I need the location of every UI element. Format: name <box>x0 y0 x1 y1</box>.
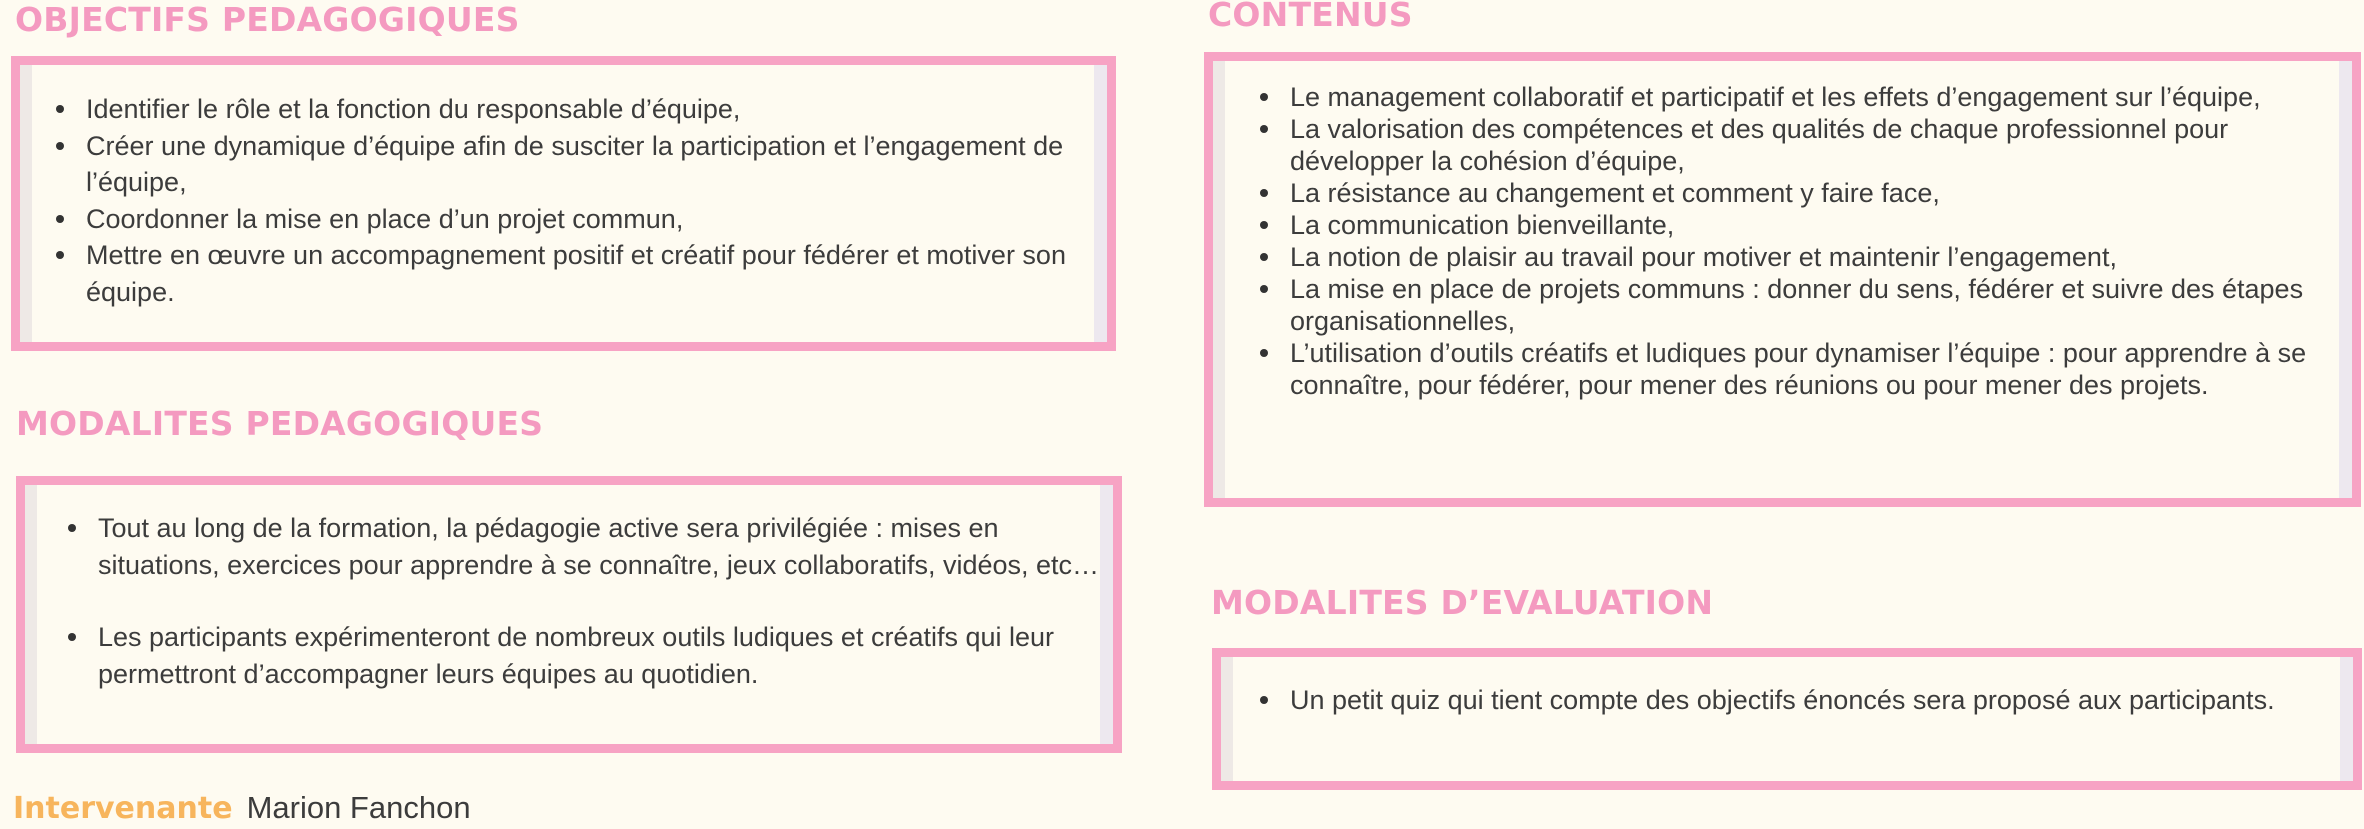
list-item: Le management collaboratif et participatif et les effets d’engagement sur l’équipe, <box>1290 81 2330 113</box>
contenus-heading: CONTENUS <box>1208 0 1413 34</box>
contenus-box <box>1204 52 2361 507</box>
list-item: Identifier le rôle et la fonction du responsable d’équipe, <box>86 91 1086 128</box>
list-item: La communication bienveillante, <box>1290 209 2330 241</box>
list-item: La mise en place de projets communs : donner du sens, fédérer et suivre des étapes organisationnelles, <box>1290 273 2330 337</box>
modalites-pedagogiques-list <box>98 510 1108 692</box>
modalites-pedagogiques-heading: MODALITES PEDAGOGIQUES <box>16 404 544 443</box>
list-item: La valorisation des compétences et des qualités de chaque professionnel pour développer la cohésion d’équipe, <box>1290 113 2330 177</box>
list-item: La notion de plaisir au travail pour motiver et maintenir l’engagement, <box>1290 241 2330 273</box>
intervenante-label: Intervenante <box>13 791 233 826</box>
list-item: Créer une dynamique d’équipe afin de susciter la participation et l’engagement de l’équipe, <box>86 128 1086 201</box>
list-item: Les participants expérimenteront de nombreux outils ludiques et créatifs qui leur permettront d’accompagner leurs équipes au quotidien. <box>98 619 1108 692</box>
modalites-evaluation-box <box>1212 648 2362 790</box>
modalites-evaluation-heading: MODALITES D’EVALUATION <box>1211 583 1714 622</box>
modalites-pedagogiques-box <box>16 476 1122 753</box>
objectifs-heading: OBJECTIFS PEDAGOGIQUES <box>15 0 520 39</box>
objectifs-list <box>86 91 1086 310</box>
contenus-list <box>1290 81 2330 401</box>
list-item: Tout au long de la formation, la pédagogie active sera privilégiée : mises en situations, exercices pour apprendre à se connaître, jeux collaboratifs, vidéos, etc… <box>98 510 1108 583</box>
objectifs-box <box>11 56 1116 351</box>
list-item: Coordonner la mise en place d’un projet commun, <box>86 201 1086 238</box>
modalites-evaluation-list <box>1290 682 2330 719</box>
intervenante-name: Marion Fanchon <box>246 790 471 825</box>
list-item: Un petit quiz qui tient compte des objectifs énoncés sera proposé aux participants. <box>1290 682 2330 719</box>
intervenante <box>13 788 471 829</box>
list-item: L’utilisation d’outils créatifs et ludiques pour dynamiser l’équipe : pour apprendre à se connaître, pour fédérer, pour mener des réunions ou pour mener des projets. <box>1290 337 2330 401</box>
list-item: La résistance au changement et comment y faire face, <box>1290 177 2330 209</box>
list-item: Mettre en œuvre un accompagnement positif et créatif pour fédérer et motiver son équipe. <box>86 237 1086 310</box>
